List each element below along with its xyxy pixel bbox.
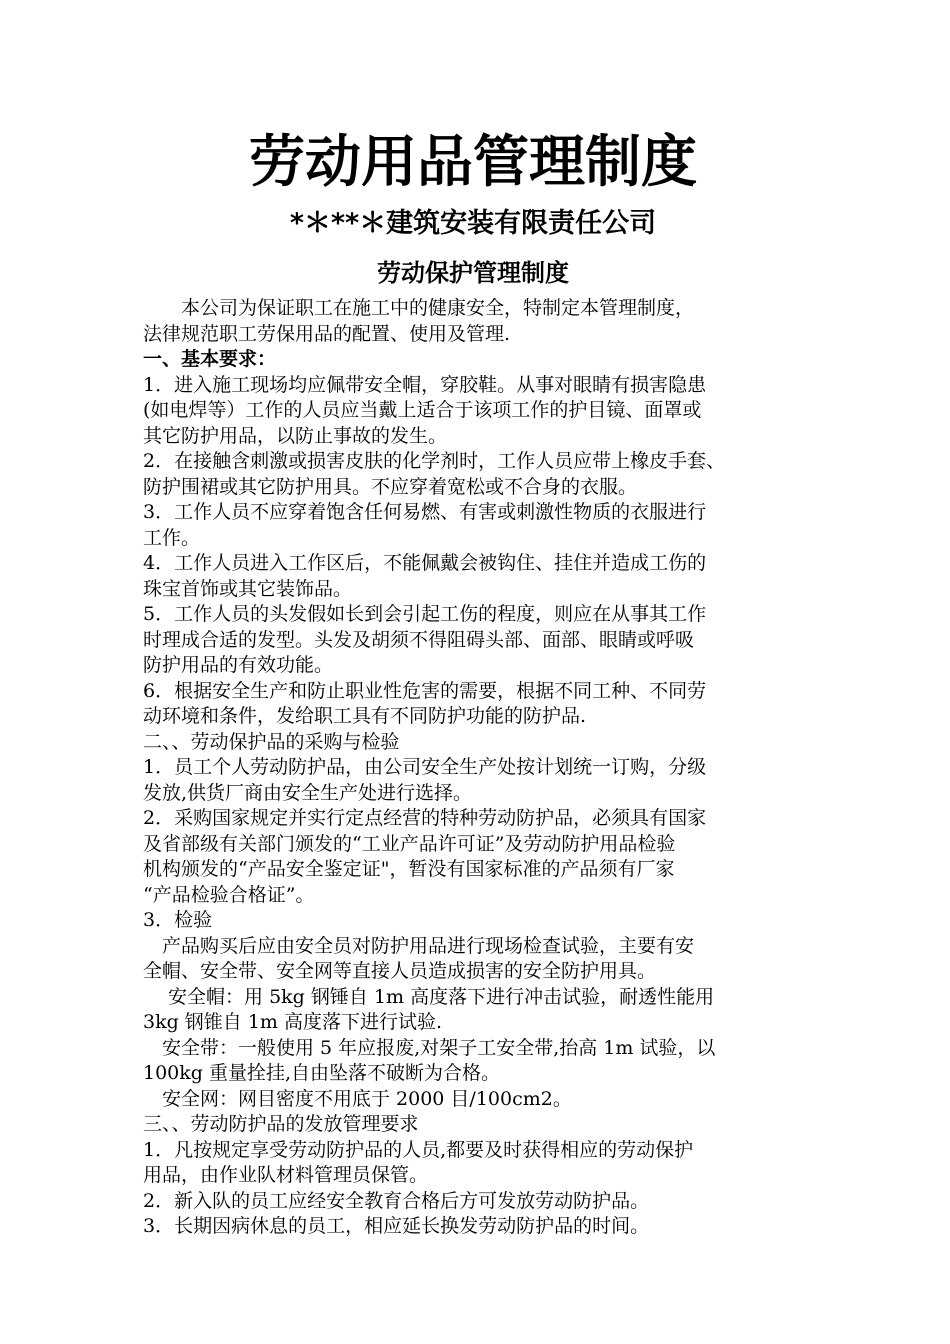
body-line: 本公司为保证职工在施工中的健康安全，特制定本管理制度， bbox=[143, 297, 695, 319]
body-line: 2．在接触含刺激或损害皮肤的化学剂时，工作人员应带上橡皮手套、 bbox=[143, 450, 726, 472]
body-line: 产品购买后应由安全员对防护用品进行现场检查试验，主要有安 bbox=[143, 934, 695, 957]
body-line: 工作。 bbox=[143, 526, 201, 549]
document-body bbox=[143, 296, 823, 1240]
body-line: 动环境和条件，发给职工具有不同防护功能的防护品. bbox=[143, 705, 587, 727]
document-subtitle: 劳动保护管理制度 bbox=[377, 259, 569, 287]
body-line: 安全网：网目密度不用底于 2000 目/100cm2。 bbox=[143, 1087, 572, 1110]
body-line: 用品，由作业队材料管理员保管。 bbox=[143, 1164, 429, 1186]
body-line: 安全带：一般使用 5 年应报废,对架子工安全带,抬高 1m 试验，以 bbox=[143, 1036, 716, 1059]
section-heading: 二、、劳动保护品的采购与检验 bbox=[143, 730, 400, 753]
body-line: 防护围裙或其它防护用具。不应穿着宽松或不合身的衣服。 bbox=[143, 475, 638, 498]
body-line: 3．工作人员不应穿着饱含任何易燃、有害或刺激性物质的衣服进行 bbox=[143, 501, 707, 523]
body-line: 珠宝首饰或其它装饰品。 bbox=[143, 577, 353, 600]
document-title: 劳动用品管理制度 bbox=[249, 130, 697, 195]
body-line: 3．检验 bbox=[143, 909, 213, 931]
body-line: 1．进入施工现场均应佩带安全帽，穿胶鞋。从事对眼睛有损害隐患 bbox=[143, 373, 707, 396]
body-line: 及省部级有关部门颁发的“工业产品许可证”及劳动防护用品检验 bbox=[143, 832, 676, 855]
company-name: *＊**＊建筑安装有限责任公司 bbox=[289, 208, 657, 239]
body-line: 4．工作人员进入工作区后，不能佩戴会被钩住、挂住并造成工伤的 bbox=[143, 552, 707, 574]
body-line: 发放,供货厂商由安全生产处进行选择。 bbox=[143, 781, 473, 804]
body-line: 全帽、安全带、安全网等直接人员造成损害的安全防护用具。 bbox=[143, 960, 657, 982]
body-line: 5．工作人员的头发假如长到会引起工伤的程度，则应在从事其工作 bbox=[143, 603, 707, 625]
body-line: 3kg 钢锥自 1m 高度落下进行试验. bbox=[143, 1011, 443, 1033]
body-line: (如电焊等）工作的人员应当戴上适合于该项工作的护目镜、面罩或 bbox=[143, 399, 702, 421]
body-line: 安全帽：用 5kg 钢锤自 1m 高度落下进行冲击试验，耐透性能用 bbox=[143, 985, 715, 1008]
body-line: 1．凡按规定享受劳动防护品的人员,都要及时获得相应的劳动保护 bbox=[143, 1138, 694, 1161]
body-line: 100kg 重量拴挂,自由坠落不破断为合格。 bbox=[143, 1062, 501, 1084]
body-line: 3．长期因病休息的员工，相应延长换发劳动防护品的时间。 bbox=[143, 1215, 650, 1237]
body-line: 机构颁发的“产品安全鉴定证"，暂没有国家标准的产品须有厂家 bbox=[143, 858, 675, 880]
body-line: “产品检验合格证”。 bbox=[143, 883, 315, 906]
body-line: 防护用品的有效功能。 bbox=[143, 654, 334, 676]
body-line: 2．采购国家规定并实行定点经营的特种劳动防护品，必须具有国家 bbox=[143, 807, 707, 829]
section-heading: 一、基本要求： bbox=[143, 348, 277, 370]
body-line: 1．员工个人劳动防护品，由公司安全生产处按计划统一订购，分级 bbox=[143, 756, 707, 778]
body-line: 2．新入队的员工应经安全教育合格后方可发放劳动防护品。 bbox=[143, 1189, 650, 1212]
body-line: 6．根据安全生产和防止职业性危害的需要，根据不同工种、不同劳 bbox=[143, 679, 707, 702]
section-heading: 三、、劳动防护品的发放管理要求 bbox=[143, 1113, 419, 1135]
body-line: 法律规范职工劳保用品的配置、使用及管理. bbox=[143, 322, 511, 345]
body-line: 其它防护用品，以防止事故的发生。 bbox=[143, 424, 448, 447]
body-line: 时理成合适的发型。头发及胡须不得阻碍头部、面部、眼睛或呼吸 bbox=[143, 628, 695, 651]
